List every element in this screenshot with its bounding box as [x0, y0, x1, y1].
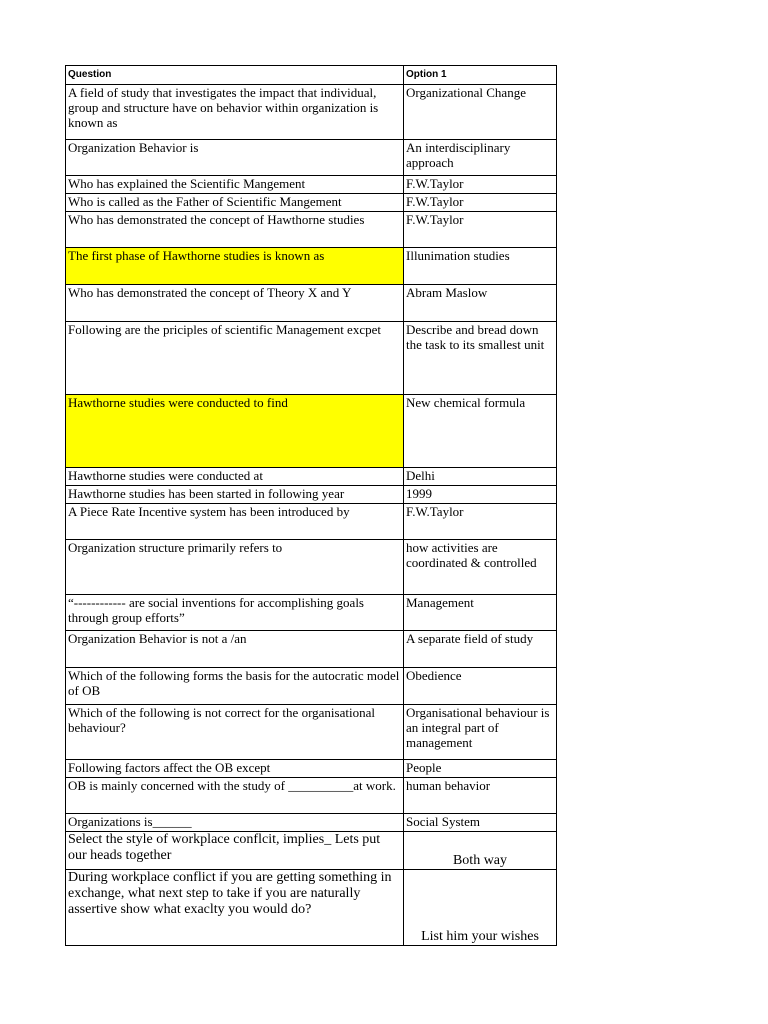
question-cell: Organization Behavior is	[66, 140, 404, 176]
question-cell: Who has demonstrated the concept of Hawthorne studies	[66, 212, 404, 248]
question-cell: Organization structure primarily refers to	[66, 540, 404, 595]
table-row	[66, 504, 557, 540]
table-row	[66, 631, 557, 668]
question-cell: OB is mainly concerned with the study of __________at work.	[66, 778, 404, 814]
question-cell: Who is called as the Father of Scientific Mangement	[66, 194, 404, 212]
option1-cell: Illunimation studies	[404, 248, 557, 285]
question-cell: During workplace conflict if you are getting something in exchange, what next step to take if you are naturally assertive show what exaclty you would do?	[66, 870, 404, 946]
option1-cell: F.W.Taylor	[404, 194, 557, 212]
option1-cell: F.W.Taylor	[404, 504, 557, 540]
table-row	[66, 595, 557, 631]
option1-cell: Organizational Change	[404, 85, 557, 140]
question-cell: Who has demonstrated the concept of Theory X and Y	[66, 285, 404, 322]
option1-cell: People	[404, 760, 557, 778]
table-row	[66, 322, 557, 395]
question-cell: A Piece Rate Incentive system has been introduced by	[66, 504, 404, 540]
option1-header: Option 1	[404, 66, 557, 85]
table-row	[66, 778, 557, 814]
table-row	[66, 248, 557, 285]
question-cell: Following are the priciples of scientific Management excpet	[66, 322, 404, 395]
option1-cell: F.W.Taylor	[404, 176, 557, 194]
option1-cell: Delhi	[404, 468, 557, 486]
option1-cell: Describe and bread down the task to its smallest unit	[404, 322, 557, 395]
table-row	[66, 814, 557, 832]
option1-cell: A separate field of study	[404, 631, 557, 668]
table-row	[66, 486, 557, 504]
question-cell-highlighted: Hawthorne studies were conducted to find	[66, 395, 404, 468]
table-row	[66, 176, 557, 194]
table-row	[66, 705, 557, 760]
table-row	[66, 540, 557, 595]
table-row	[66, 85, 557, 140]
table-row	[66, 395, 557, 468]
header-row	[66, 66, 557, 85]
question-cell: Following factors affect the OB except	[66, 760, 404, 778]
table-row	[66, 832, 557, 870]
table-row	[66, 468, 557, 486]
table-row	[66, 760, 557, 778]
question-cell: Hawthorne studies has been started in following year	[66, 486, 404, 504]
option1-cell: Management	[404, 595, 557, 631]
option1-cell: List him your wishes	[404, 870, 557, 946]
table-row	[66, 668, 557, 705]
table-row	[66, 285, 557, 322]
option1-cell: An interdisciplinary approach	[404, 140, 557, 176]
question-cell: Hawthorne studies were conducted at	[66, 468, 404, 486]
option1-cell: 1999	[404, 486, 557, 504]
option1-cell: F.W.Taylor	[404, 212, 557, 248]
option1-cell: Both way	[404, 832, 557, 870]
question-cell: Organization Behavior is not a /an	[66, 631, 404, 668]
question-table	[65, 65, 557, 946]
question-header: Question	[66, 66, 404, 85]
question-cell: “------------ are social inventions for accomplishing goals through group efforts”	[66, 595, 404, 631]
question-cell: Which of the following is not correct for the organisational behaviour?	[66, 705, 404, 760]
question-cell: Which of the following forms the basis for the autocratic model of OB	[66, 668, 404, 705]
table-row	[66, 212, 557, 248]
question-cell: Who has explained the Scientific Mangement	[66, 176, 404, 194]
question-cell: Select the style of workplace conflcit, implies_ Lets put our heads together	[66, 832, 404, 870]
question-cell: A field of study that investigates the impact that individual, group and structure have on behavior within organization is known as	[66, 85, 404, 140]
question-cell: Organizations is______	[66, 814, 404, 832]
table-row	[66, 194, 557, 212]
option1-cell: Organisational behaviour is an integral part of management	[404, 705, 557, 760]
option1-cell: human behavior	[404, 778, 557, 814]
option1-cell: New chemical formula	[404, 395, 557, 468]
option1-cell: Abram Maslow	[404, 285, 557, 322]
option1-cell: Social System	[404, 814, 557, 832]
option1-cell: Obedience	[404, 668, 557, 705]
question-cell-highlighted: The first phase of Hawthorne studies is known as	[66, 248, 404, 285]
table-row	[66, 140, 557, 176]
option1-cell: how activities are coordinated & controlled	[404, 540, 557, 595]
table-row	[66, 870, 557, 946]
